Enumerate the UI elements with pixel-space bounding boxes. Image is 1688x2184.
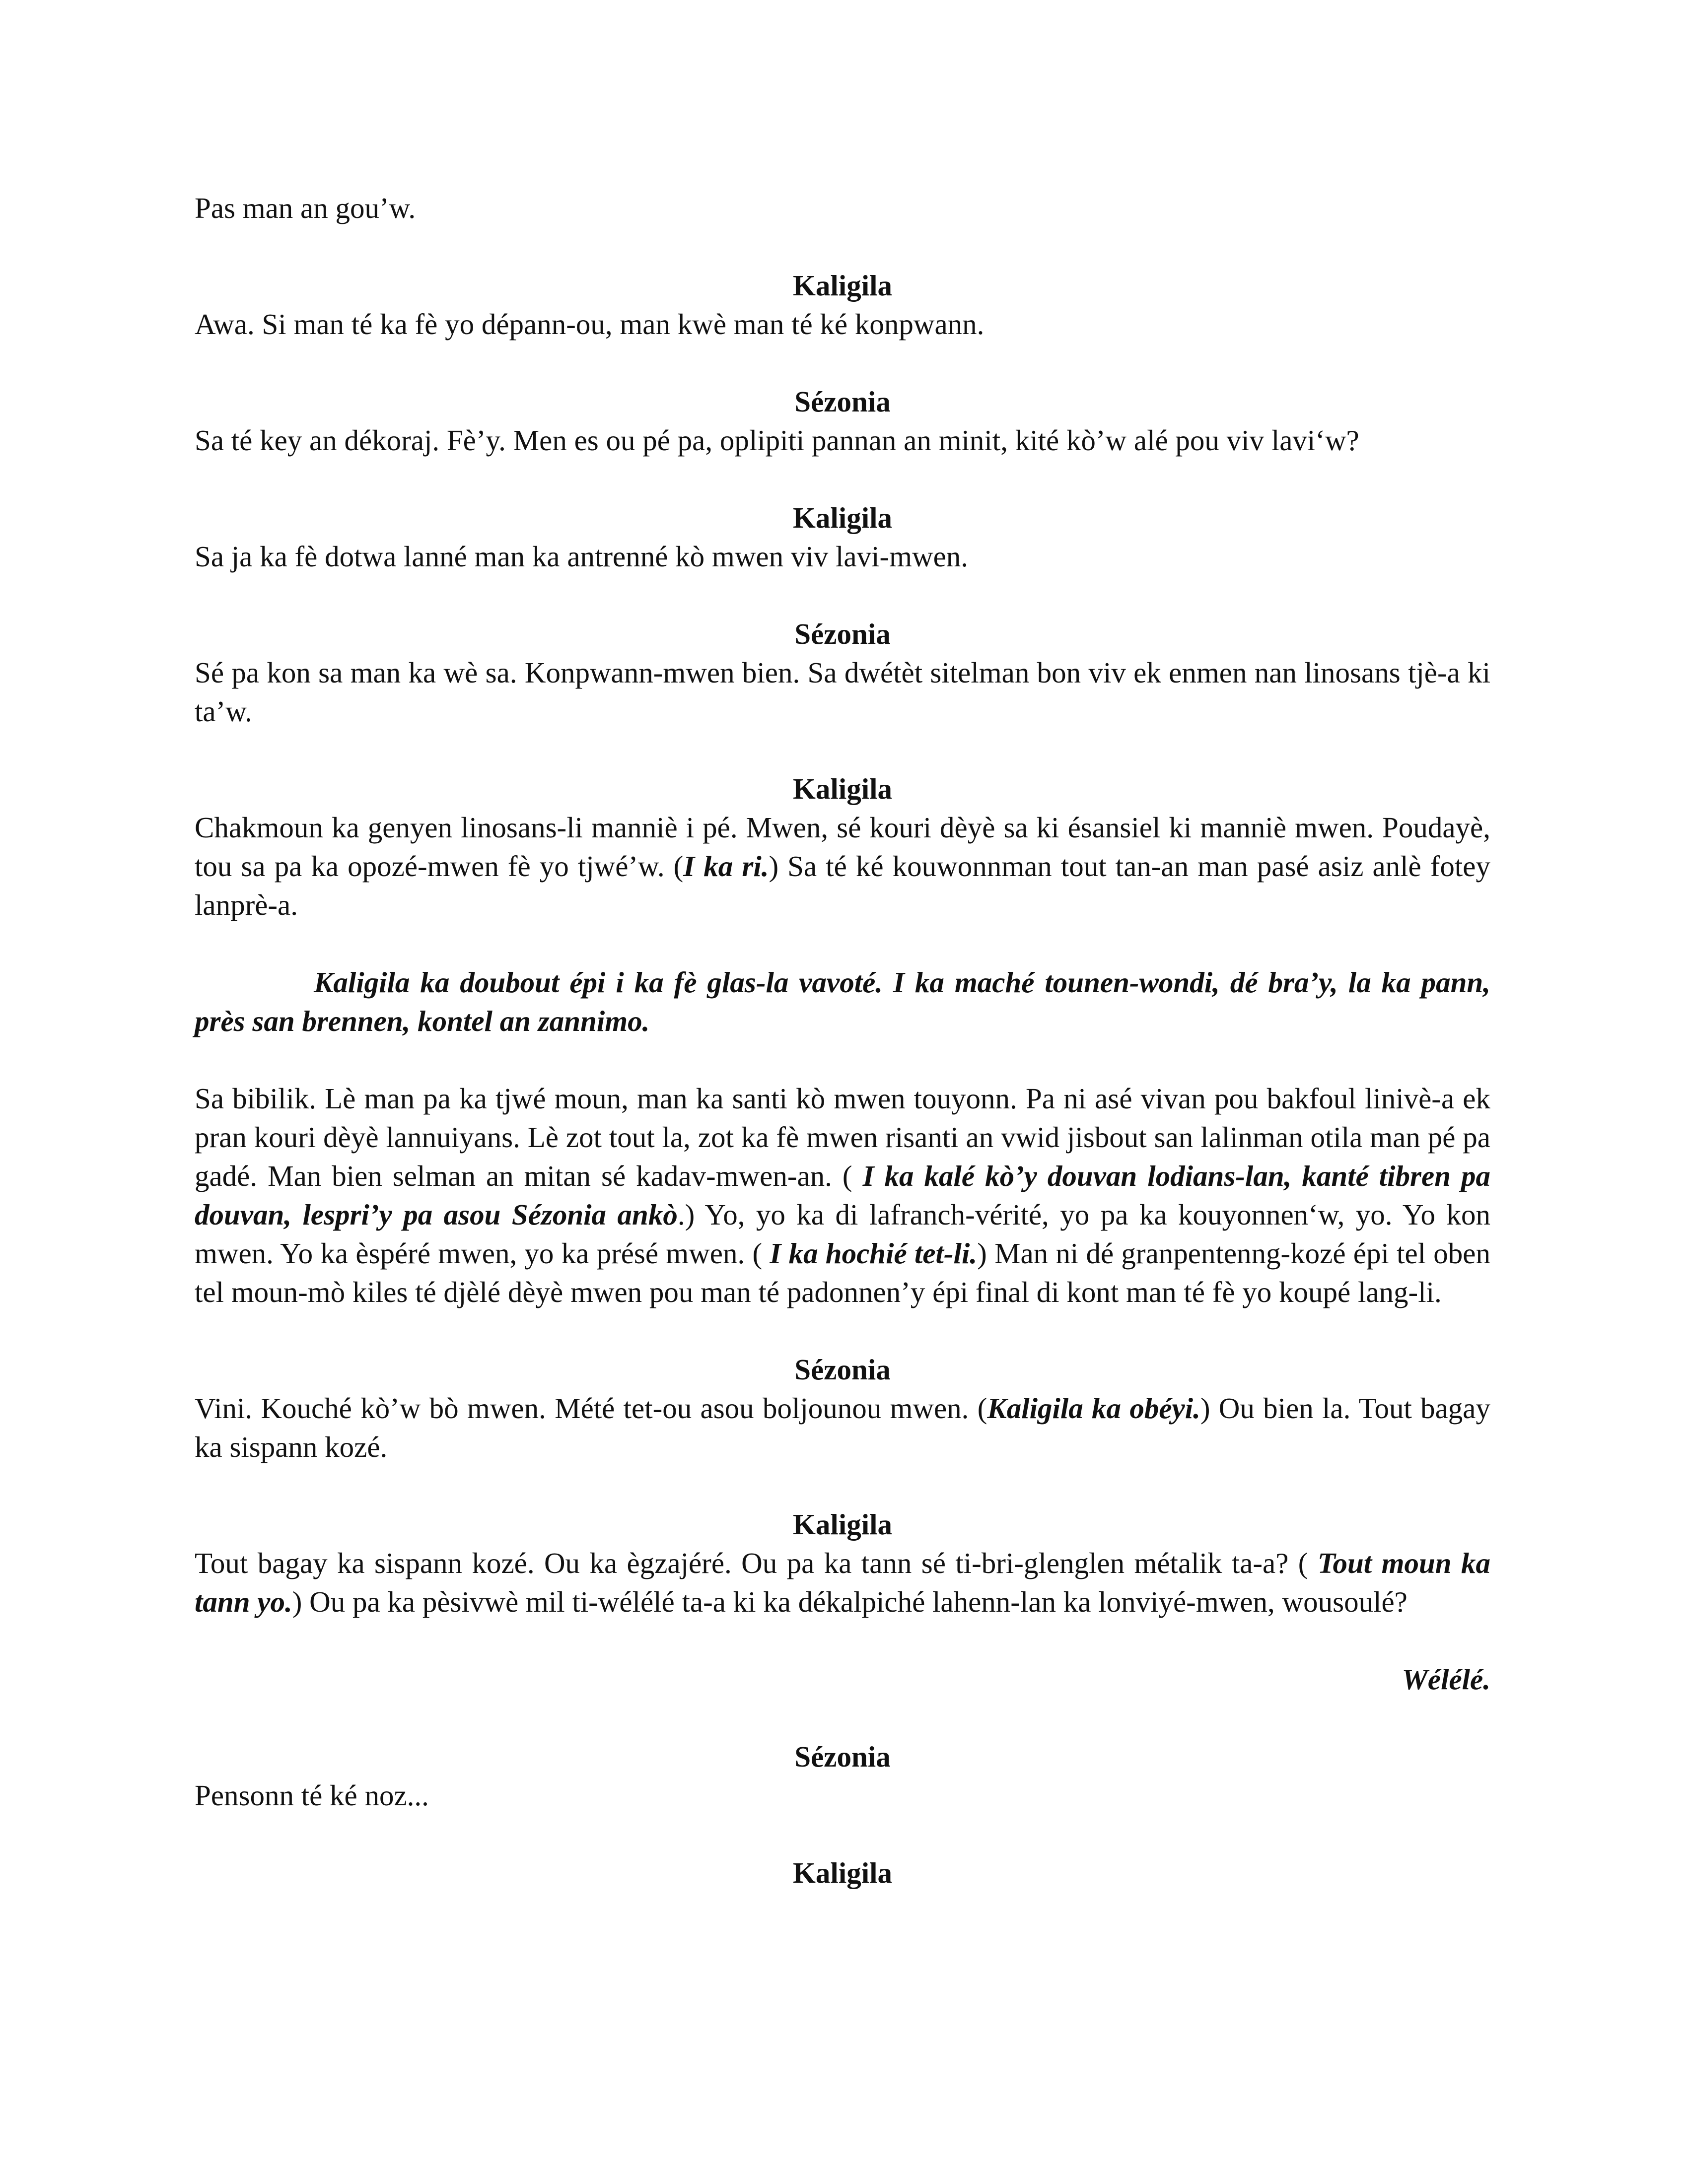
- speaker-name: Sézonia: [794, 1740, 891, 1773]
- speaker-name: Kaligila: [793, 269, 892, 302]
- stage-direction-text: Kaligila ka doubout épi i ka fè glas-la vavoté. I ka maché tounen-wondi, dé bra’y, la ka pann, près san brennen, kontel an zannimo.: [195, 966, 1490, 1037]
- dialogue-line: [195, 1544, 1490, 1621]
- speaker-name: Kaligila: [793, 1856, 892, 1889]
- dialogue-text: Sa bibilik. Lè man pa ka tjwé moun, man ka santi kò mwen touyonn. Pa ni asé vivan pou bakfoul linivè-a ek pran kouri dèyè lannuiyans. Lè zot tout la, zot ka fè mwen risanti an vwid jisbout san lalinman otila man pé pa gadé. Man bien selman an mitan sé kadav-mwen-an. (: [195, 1082, 1490, 1192]
- speaker-name: Kaligila: [793, 772, 892, 805]
- stage-direction-inline: Tout moun ka tann yo.: [195, 1547, 1490, 1618]
- script-page: [195, 189, 1490, 1892]
- dialogue-line: Awa. Si man té ka fè yo dépann-ou, man kwè man té ké konpwann.: [195, 308, 985, 341]
- dialogue-text: ) Ou bien la. Tout bagay ka sispann kozé.: [195, 1392, 1490, 1463]
- dialogue-line: Pensonn té ké noz...: [195, 1779, 429, 1812]
- dialogue-line: Sa té key an dékoraj. Fè’y. Men es ou pé pa, oplipiti pannan an minit, kité kò’w alé pou viv lavi‘w?: [195, 424, 1359, 457]
- speaker-name: Kaligila: [793, 501, 892, 534]
- dialogue-text: ) Ou pa ka pèsivwè mil ti-wélélé ta-a ki ka dékalpiché lahenn-lan ka lonviyé-mwen, wousoulé?: [292, 1585, 1407, 1618]
- dialogue-line: Sé pa kon sa man ka wè sa. Konpwann-mwen bien. Sa dwétèt sitelman bon viv ek enmen nan linosans tjè-a ki ta’w.: [195, 656, 1490, 728]
- speaker-name: Sézonia: [794, 1353, 891, 1386]
- stage-direction-inline: I ka hochié tet-li.: [770, 1237, 978, 1270]
- dialogue-line: Sa ja ka fè dotwa lanné man ka antrenné kò mwen viv lavi-mwen.: [195, 540, 969, 573]
- dialogue-line: [195, 808, 1490, 924]
- speaker-name: Sézonia: [794, 385, 891, 418]
- dialogue-text: ) Man ni dé granpentenng-kozé épi tel oben tel moun-mò kiles té djèlé dèyè mwen pou man té padonnen’y épi final di kont man té fè yo koupé lang-li.: [195, 1237, 1490, 1308]
- dialogue-text: Tout bagay ka sispann kozé. Ou ka ègzajéré. Ou pa ka tann sé ti-bri-glenglen métalik ta-a? (: [195, 1547, 1318, 1579]
- stage-direction-inline: Kaligila ka obéyi.: [987, 1392, 1200, 1425]
- dialogue-text: ) Sa té ké kouwonnman tout tan-an man pasé asiz anlè fotey lanprè-a.: [195, 850, 1490, 921]
- speaker-name: Sézonia: [794, 617, 891, 650]
- dialogue-line: [195, 1079, 1490, 1311]
- speaker-name: Kaligila: [793, 1508, 892, 1541]
- dialogue-line: Pas man an gou’w.: [195, 192, 416, 224]
- dialogue-text: .) Yo, yo ka di lafranch-vérité, yo pa ka kouyonnen‘w, yo. Yo kon mwen. Yo ka èspéré mwen, yo ka présé mwen. (: [195, 1198, 1490, 1270]
- stage-direction-inline: I ka kalé kò’y douvan lodians-lan, kanté tibren pa douvan, lespri’y pa asou Sézonia ankò: [195, 1160, 1491, 1231]
- stage-direction: Wélélé.: [1402, 1663, 1490, 1696]
- stage-direction: [195, 963, 1490, 1040]
- stage-direction-inline: I ka ri.: [683, 850, 769, 883]
- dialogue-text: Vini. Kouché kò’w bò mwen. Mété tet-ou asou boljounou mwen. (: [195, 1392, 987, 1425]
- dialogue-text: Chakmoun ka genyen linosans-li manniè i pé. Mwen, sé kouri dèyè sa ki ésansiel ki manniè mwen. Poudayè, tou sa pa ka opozé-mwen fè yo tjwé’w. (: [195, 811, 1490, 883]
- dialogue-line: [195, 1389, 1490, 1466]
